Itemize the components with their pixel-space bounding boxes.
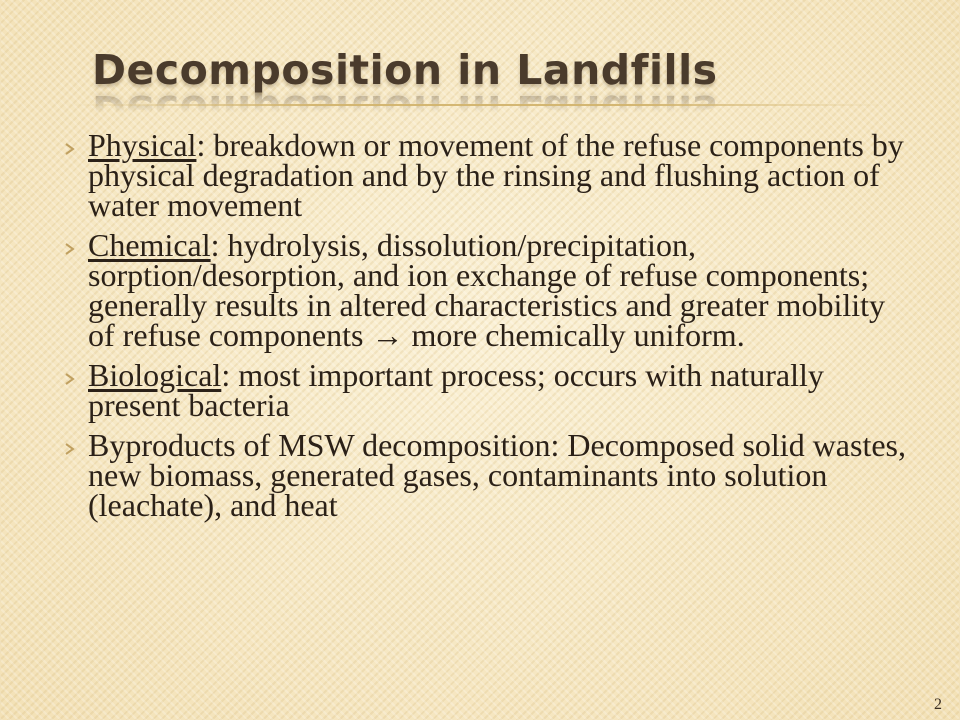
bullet-chemical: Chemical: hydrolysis, dissolution/precipitation, sorption/desorption, and ion exchange of refuse components; generally results in altered characteristics and greater mobility of refuse components → more chemically uniform. xyxy=(52,230,912,350)
term-biological: Biological xyxy=(88,357,222,393)
arrow-bullet-icon xyxy=(52,360,88,386)
arrow-bullet-icon xyxy=(52,430,88,456)
bullet-text: breakdown or movement of the refuse components by physical degradation and by the rinsing and flushing action of water movement xyxy=(88,127,904,223)
bullet-text: hydrolysis, dissolution/precipitation, sorption/desorption, and ion exchange of refuse components; generally results in altered characteristics and greater mobility of refuse components → more chemically uniform. xyxy=(88,227,885,353)
slide-title: Decomposition in Landfills xyxy=(92,46,718,94)
page-number: 2 xyxy=(934,696,942,713)
bullet-biological: Biological: most important process; occurs with naturally present bacteria xyxy=(52,360,912,420)
term-chemical: Chemical xyxy=(88,227,211,263)
bullet-text: most important process; occurs with naturally present bacteria xyxy=(88,357,824,423)
bullet-list xyxy=(52,127,912,530)
bullet-text: Byproducts of MSW decomposition: Decomposed solid wastes, new biomass, generated gases, contaminants into solution (leachate), and heat xyxy=(88,427,906,523)
bullet-physical: Physical: breakdown or movement of the refuse components by physical degradation and by the rinsing and flushing action of water movement xyxy=(52,130,912,220)
arrow-bullet-icon xyxy=(52,130,88,156)
arrow-bullet-icon xyxy=(52,230,88,256)
bullet-byproducts xyxy=(52,427,912,523)
term-physical: Physical xyxy=(88,127,197,163)
title-divider xyxy=(68,104,888,106)
